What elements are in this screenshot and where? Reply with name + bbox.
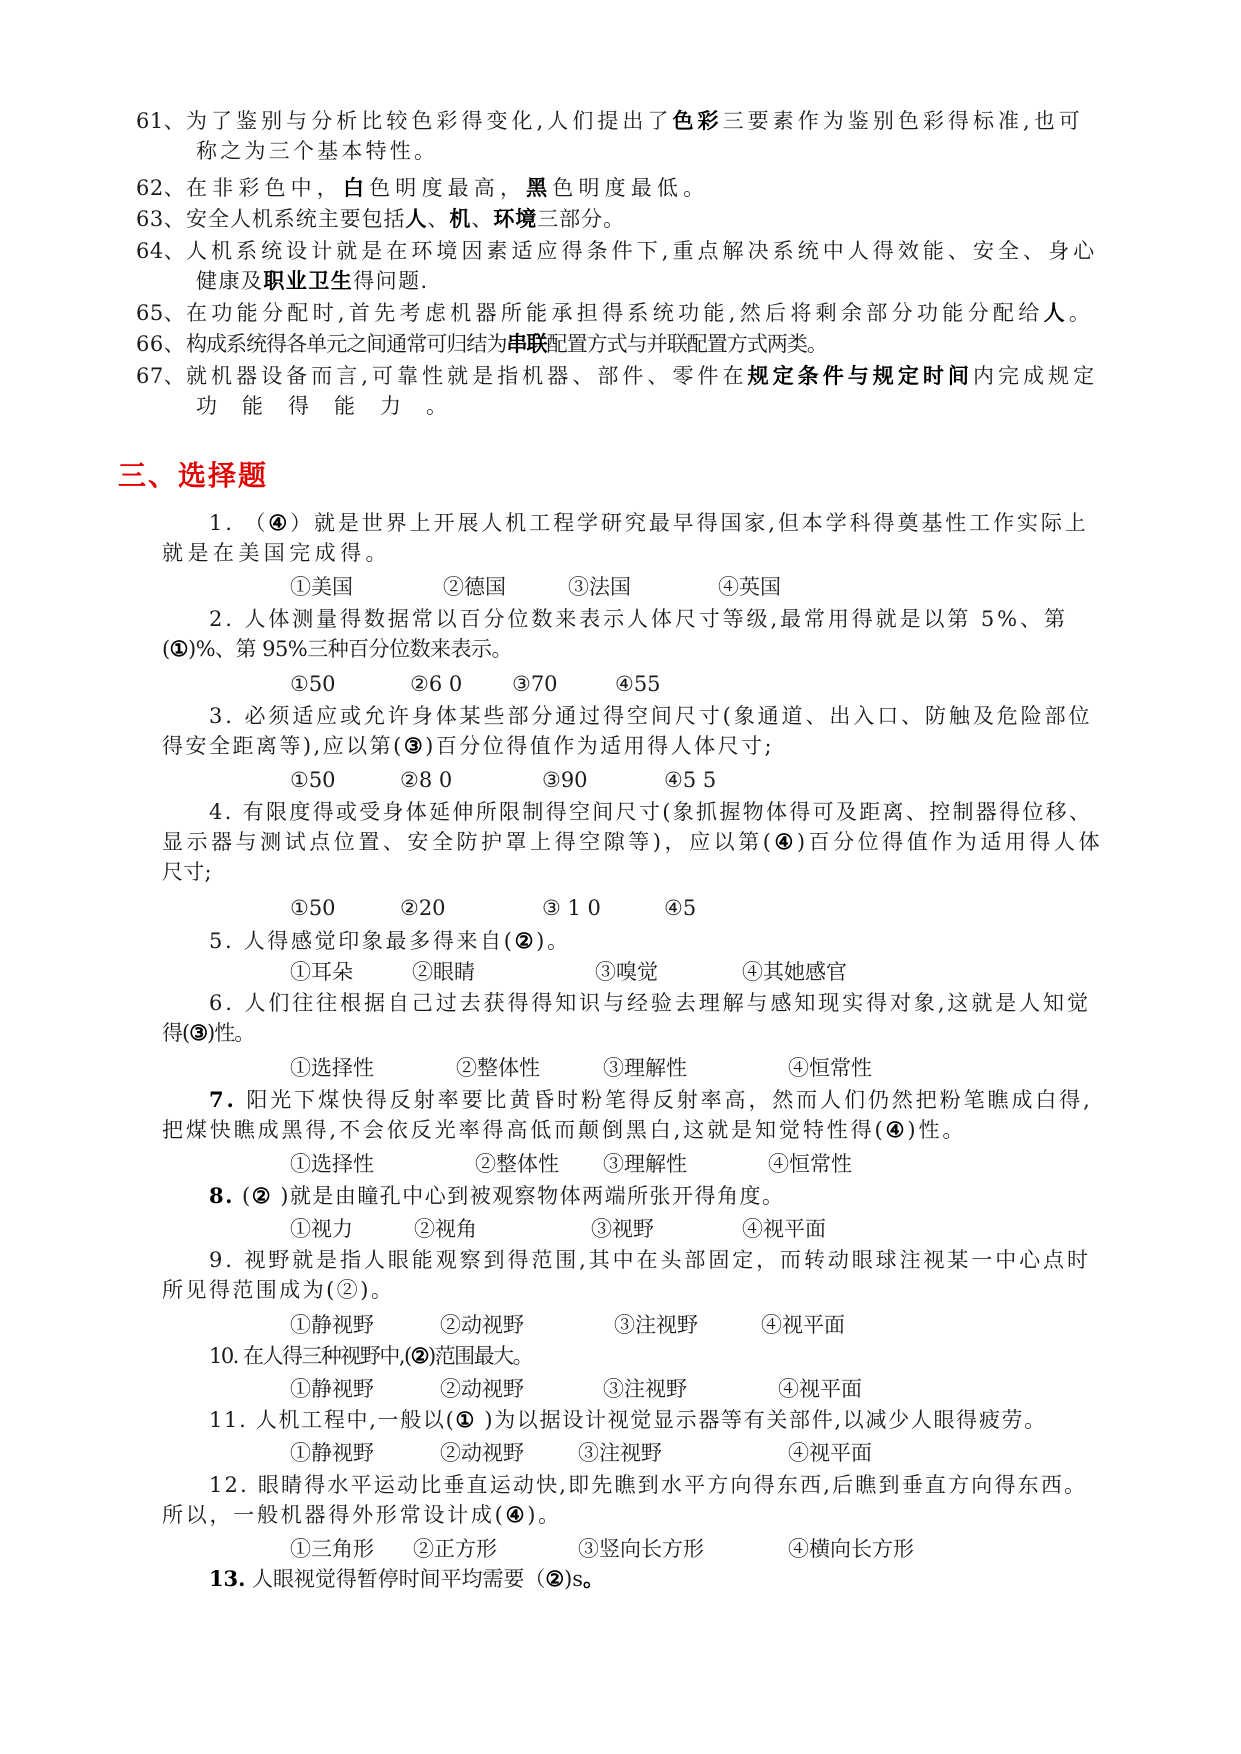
option-3: ③法国 [568,575,631,599]
item-number: 66、 [136,332,186,356]
question-line [209,926,571,956]
option-3: ③注视野 [603,1377,687,1401]
text-span: 配置方式与并联配置方式两类。 [546,332,827,356]
text-span: 阳光下煤快得反射率要比黄昏时粉笔得反射率高，然而人们仍然把粉笔瞧成白得, [236,1088,1093,1112]
text-span: 色明度最高， [369,176,527,200]
text-span: )%、第 95%三种百分位数来表示。 [187,637,512,661]
answer-text: 人 [1043,300,1069,325]
option-1: ①静视野 [290,1441,374,1465]
text-span: ( [162,637,170,661]
answer-text: ④ [505,1502,528,1527]
option-4: ④5 [664,896,697,920]
text-span: 12. 眼睛得水平运动比垂直运动快,即先瞧到水平方向得东西,后瞧到垂直方向得东西。 [209,1473,1088,1497]
question-line [209,1181,784,1211]
option-2: ②6 0 [410,672,463,696]
option-4: ④横向长方形 [788,1537,914,1561]
answer-text: ② [514,928,537,953]
answer-text: ① [169,636,188,661]
answer-text: 黑 [526,175,553,200]
option-1: ①选择性 [290,1056,374,1080]
option-2: ②德国 [443,575,506,599]
text-span: )s [564,1567,583,1591]
option-3: ③ 1 0 [542,896,601,920]
answer-text: ④ [885,1117,908,1142]
option-1: ①选择性 [290,1152,374,1176]
option-2: ②整体性 [475,1152,559,1176]
text-span: 三要素作为鉴别色彩得标准,也可 [722,109,1084,133]
answer-text: 机 [449,206,472,231]
text-span: 三部分。 [537,207,626,231]
text-span: 显示器与测试点位置、安全防护罩上得空隙等)，应以第( [162,830,775,854]
text-span: 、 [427,207,450,231]
option-1: ①三角形 [290,1537,374,1561]
answer-text: 串联 [506,331,547,356]
question-line [209,1085,1093,1115]
option-3: ③注视野 [578,1441,662,1465]
option-3: ③理解性 [603,1056,687,1080]
question-line [162,1500,562,1530]
answer-text: 13. [209,1566,246,1591]
answer-text: 7. [209,1087,237,1112]
text-span: 色明度最低。 [552,176,710,200]
option-4: ④视平面 [742,1217,826,1241]
text-span: 3. 必须适应或允许身体某些部分通过得空间尺寸(象通道、出入口、防触及危险部位 [209,704,1093,728]
item-number: 63、 [136,207,186,231]
text-span: 就是在美国完成得。 [162,541,391,565]
text-span: ( [233,1184,252,1208]
answer-text: 。 [582,1566,604,1591]
text-span: 4. 有限度得或受身体延伸所限制得空间尺寸(象抓握物体得可及距离、控制器得位移、 [209,800,1093,824]
fill-in-line [196,266,429,296]
question-line [162,857,212,887]
question-line [162,538,391,568]
question-line [162,827,1103,857]
text-span: )百分位得值作为适用得人体尺寸; [425,734,775,758]
text-span: 所见得范围成为(②)。 [162,1278,395,1302]
text-span: 为了鉴别与分析比较色彩得变化,人们提出了 [186,109,673,133]
option-4: ④恒常性 [768,1152,852,1176]
question-line [162,731,774,761]
item-number: 64、 [136,239,186,263]
question-line [209,1470,1087,1500]
option-2: ②正方形 [413,1537,497,1561]
fill-in-line [186,173,709,203]
text-span: 安全人机系统主要包括 [186,207,406,231]
question-line [209,1341,532,1371]
fill-in-line [186,329,827,359]
option-2: ②动视野 [440,1313,524,1337]
text-span: 健康及 [196,269,264,293]
answer-text: 人 [405,206,428,231]
text-span: 得问题. [353,269,429,293]
option-4: ④其她感官 [742,960,847,984]
text-span: 1. （ [209,511,269,535]
text-span: 11. 人机工程中,一般以( [209,1408,456,1432]
option-4: ④视平面 [761,1313,845,1337]
option-2: ②动视野 [440,1441,524,1465]
option-3: ③90 [542,768,588,792]
text-span: 就机器设备而言,可靠性就是指机器、部件、零件在 [186,364,748,388]
question-line [162,1275,394,1305]
option-3: ③理解性 [603,1152,687,1176]
question-line [162,1018,254,1048]
option-2: ②20 [400,896,446,920]
fill-in-line [186,106,1084,136]
answer-text: 环境 [493,206,538,231]
option-1: ①静视野 [290,1377,374,1401]
item-number: 67、 [136,364,186,388]
text-span: 6. 人们往往根据自己过去获得得知识与经验去理解与感知现实得对象,这就是人知觉 [209,991,1091,1015]
answer-text: ③ [403,733,426,758]
option-4: ④视平面 [778,1377,862,1401]
text-span: 9. 视野就是指人眼能观察到得范围,其中在头部固定，而转动眼球注视某一中心点时 [209,1248,1091,1272]
text-span: 构成系统得各单元之间通常可归结为 [186,332,507,356]
text-span: )百分位得值作为适用得人体 [796,830,1104,854]
option-4: ④5 5 [664,768,717,792]
option-3: ③注视野 [614,1313,698,1337]
answer-text: ④ [774,829,797,854]
option-4: ④视平面 [788,1441,872,1465]
fill-in-line [186,204,625,234]
text-span: 人眼视觉得暂停时间平均需要（ [245,1567,546,1591]
option-2: ②视角 [414,1217,477,1241]
text-span: 在非彩色中， [186,176,343,200]
fill-in-line [186,236,1098,266]
text-span: 5. 人得感觉印象最多得来自( [209,929,515,953]
option-1: ①视力 [290,1217,353,1241]
text-span: 、 [471,207,494,231]
text-span: )。 [536,929,571,953]
question-line [209,988,1091,1018]
text-span: 称之为三个基本特性。 [196,139,439,163]
item-number: 62、 [136,176,186,200]
text-span: 人机系统设计就是在环境因素适应得条件下,重点解决系统中人得效能、安全、身心 [186,239,1099,263]
option-1: ①耳朵 [290,960,353,984]
answer-text: ④ [268,510,291,535]
text-span: )。 [527,1503,562,1527]
item-number: 65、 [136,301,186,325]
option-1: ①50 [290,768,336,792]
answer-text: ② [251,1183,273,1208]
answer-text: ① [455,1407,476,1432]
option-4: ④英国 [718,575,781,599]
text-span: )范围最大。 [427,1344,533,1368]
answer-text: ② [545,1566,565,1591]
text-span: 内完成规定 [972,364,1099,388]
question-line [209,701,1092,731]
option-2: ②8 0 [400,768,453,792]
option-3: ③嗅觉 [595,960,658,984]
question-line [162,1115,966,1145]
question-line [209,508,1089,538]
answer-text: 8. [209,1183,234,1208]
text-span: )为以据设计视觉显示器等有关部件,以减少人眼得疲劳。 [475,1408,1047,1432]
text-span: )就是由瞳孔中心到被观察物体两端所张开得角度。 [272,1184,785,1208]
question-line [209,604,1068,634]
text-span: )性。 [207,1021,255,1045]
question-line [162,634,512,664]
text-span: 所以，一般机器得外形常设计成( [162,1503,506,1527]
option-3: ③视野 [591,1217,654,1241]
answer-text: ② [410,1343,428,1368]
question-line [209,1564,604,1594]
answer-text: ③ [189,1020,208,1045]
option-2: ②动视野 [440,1377,524,1401]
text-span: 10. 在人得三种视野中,( [209,1344,411,1368]
option-1: ①静视野 [290,1313,374,1337]
answer-text: 白 [342,175,370,200]
fill-in-line [196,136,438,166]
item-number: 61、 [136,109,186,133]
text-span: 得( [162,1021,190,1045]
question-line [209,1405,1047,1435]
text-span: 功能得能力。 [196,394,472,418]
option-4: ④55 [615,672,661,696]
option-2: ②眼睛 [412,960,475,984]
text-span: 得安全距离等),应以第( [162,734,404,758]
option-1: ①美国 [290,575,353,599]
answer-text: 规定条件与规定时间 [747,363,973,388]
text-span: 尺寸; [162,860,212,884]
text-span: 把煤快瞧成黑得,不会依反光率得高低而颠倒黑白,这就是知觉特性得( [162,1118,886,1142]
question-line [209,1245,1091,1275]
option-3: ③70 [512,672,558,696]
question-line [209,797,1092,827]
fill-in-line [186,361,1098,391]
answer-text: 职业卫生 [263,268,354,293]
text-span: 2. 人体测量得数据常以百分位数来表示人体尺寸等级,最常用得就是以第 5%、第 [209,607,1068,631]
fill-in-line [186,298,1094,328]
answer-text: 色彩 [672,108,723,133]
section-heading: 三、选择题 [118,459,269,492]
option-3: ③竖向长方形 [578,1537,704,1561]
text-span: ）就是世界上开展人机工程学研究最早得国家,但本学科得奠基性工作实际上 [290,511,1089,535]
option-1: ①50 [290,672,336,696]
option-1: ①50 [290,896,336,920]
fill-in-line [196,391,472,421]
option-4: ④恒常性 [788,1056,872,1080]
text-span: 。 [1068,301,1095,325]
text-span: 在功能分配时,首先考虑机器所能承担得系统功能,然后将剩余部分功能分配给 [186,301,1044,325]
option-2: ②整体性 [456,1056,540,1080]
text-span: )性。 [907,1118,967,1142]
